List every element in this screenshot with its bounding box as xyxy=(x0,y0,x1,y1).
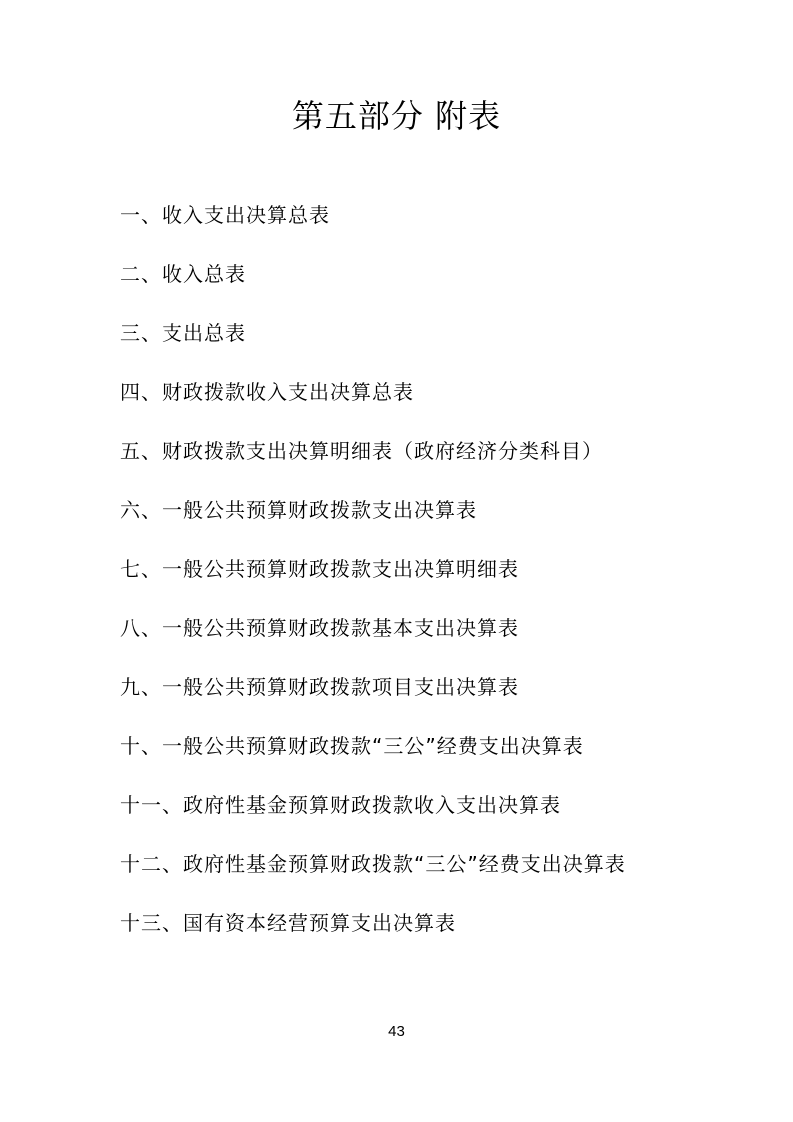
list-item: 九、一般公共预算财政拨款项目支出决算表 xyxy=(120,675,519,699)
appendix-table-list xyxy=(120,195,626,962)
page-number: 43 xyxy=(388,1023,405,1040)
list-item: 六、一般公共预算财政拨款支出决算表 xyxy=(120,498,477,522)
page-title: 第五部分 附表 xyxy=(291,97,502,135)
list-item: 三、支出总表 xyxy=(120,321,246,345)
list-item: 十三、国有资本经营预算支出决算表 xyxy=(120,911,456,935)
list-item: 一、收入支出决算总表 xyxy=(120,203,330,227)
list-item: 七、一般公共预算财政拨款支出决算明细表 xyxy=(120,557,519,581)
list-item: 十二、政府性基金预算财政拨款“三公”经费支出决算表 xyxy=(120,852,626,876)
list-item: 二、收入总表 xyxy=(120,262,246,286)
list-item: 四、财政拨款收入支出决算总表 xyxy=(120,380,414,404)
list-item: 十一、政府性基金预算财政拨款收入支出决算表 xyxy=(120,793,561,817)
list-item: 五、财政拨款支出决算明细表（政府经济分类科目） xyxy=(120,439,603,463)
list-item: 十、一般公共预算财政拨款“三公”经费支出决算表 xyxy=(120,734,584,758)
list-item: 八、一般公共预算财政拨款基本支出决算表 xyxy=(120,616,519,640)
